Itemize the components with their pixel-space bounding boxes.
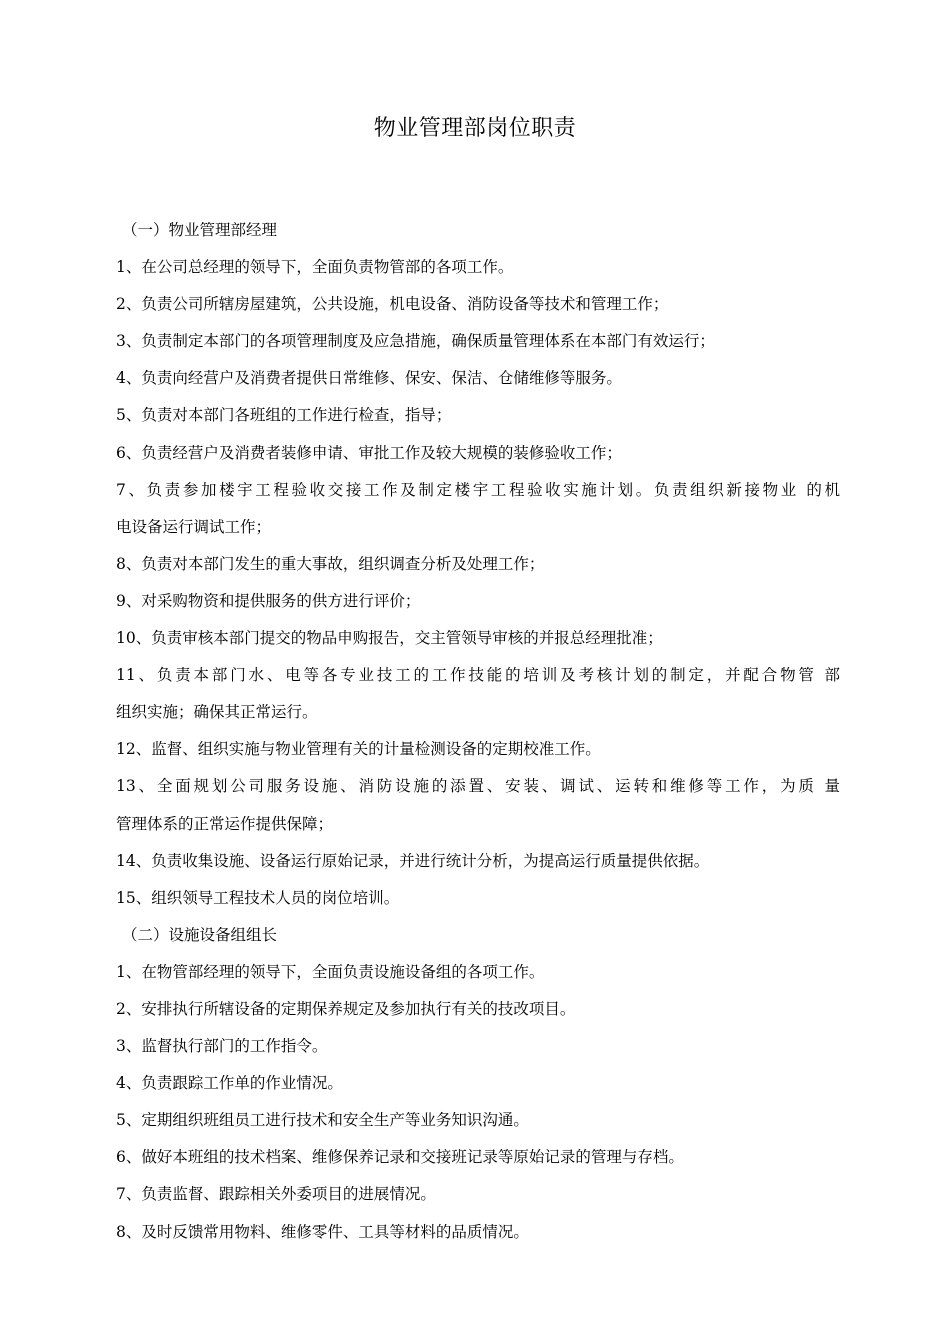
list-item: 4、负责向经营户及消费者提供日常维修、保安、保洁、仓储维修等服务。 <box>116 369 622 388</box>
list-item: 1、在物管部经理的领导下，全面负责设施设备组的各项工作。 <box>116 962 545 981</box>
list-item: 7、负责参加楼宇工程验收交接工作及制定楼宇工程验收实施计划。负责组织新接物业 的机 <box>116 480 840 499</box>
list-item: 3、负责制定本部门的各项管理制度及应急措施，确保质量管理体系在本部门有效运行； <box>116 332 715 351</box>
list-item: 1、在公司总经理的领导下，全面负责物管部的各项工作。 <box>116 258 514 277</box>
list-item: 6、做好本班组的技术档案、维修保养记录和交接班记录等原始记录的管理与存档。 <box>116 1148 684 1167</box>
page-title: 物业管理部岗位职责 <box>373 116 577 141</box>
list-item: 8、及时反馈常用物料、维修零件、工具等材料的品质情况。 <box>116 1222 529 1241</box>
list-item-continuation: 组织实施；确保其正常运行。 <box>116 703 318 722</box>
list-item: 9、对采购物资和提供服务的供方进行评价； <box>116 591 421 610</box>
list-item: 12、监督、组织实施与物业管理有关的计量检测设备的定期校准工作。 <box>116 740 601 759</box>
list-item: 5、定期组织班组员工进行技术和安全生产等业务知识沟通。 <box>116 1111 529 1130</box>
list-item: 5、负责对本部门各班组的工作进行检查，指导； <box>116 406 452 425</box>
list-item: 15、组织领导工程技术人员的岗位培训。 <box>116 888 400 907</box>
document-body <box>116 212 840 1251</box>
section-heading-facility-leader: （二）设施设备组组长 <box>122 925 278 944</box>
list-item-continuation: 电设备运行调试工作； <box>116 517 272 536</box>
list-item: 13、全面规划公司服务设施、消防设施的添置、安装、调试、运转和维修等工作，为质 量 <box>116 777 840 796</box>
list-item: 6、负责经营户及消费者装修申请、审批工作及较大规模的装修验收工作； <box>116 443 622 462</box>
list-item: 10、负责审核本部门提交的物品申购报告，交主管领导审核的并报总经理批准； <box>116 629 663 648</box>
list-item-continuation: 管理体系的正常运作提供保障； <box>116 814 334 833</box>
section-heading-manager: （一）物业管理部经理 <box>122 221 278 239</box>
list-item: 2、负责公司所辖房屋建筑，公共设施，机电设备、消防设备等技术和管理工作； <box>116 295 669 314</box>
list-item: 3、监督执行部门的工作指令。 <box>116 1037 328 1056</box>
list-item: 7、负责监督、跟踪相关外委项目的进展情况。 <box>116 1185 436 1204</box>
list-item: 14、负责收集设施、设备运行原始记录，并进行统计分析，为提高运行质量提供依据。 <box>116 851 710 870</box>
list-item: 8、负责对本部门发生的重大事故，组织调查分析及处理工作； <box>116 554 545 573</box>
list-item: 11、负责本部门水、电等各专业技工的工作技能的培训及考核计划的制定，并配合物管 部 <box>116 666 840 685</box>
list-item: 4、负责跟踪工作单的作业情况。 <box>116 1074 343 1093</box>
list-item: 2、安排执行所辖设备的定期保养规定及参加执行有关的技改项目。 <box>116 999 576 1018</box>
